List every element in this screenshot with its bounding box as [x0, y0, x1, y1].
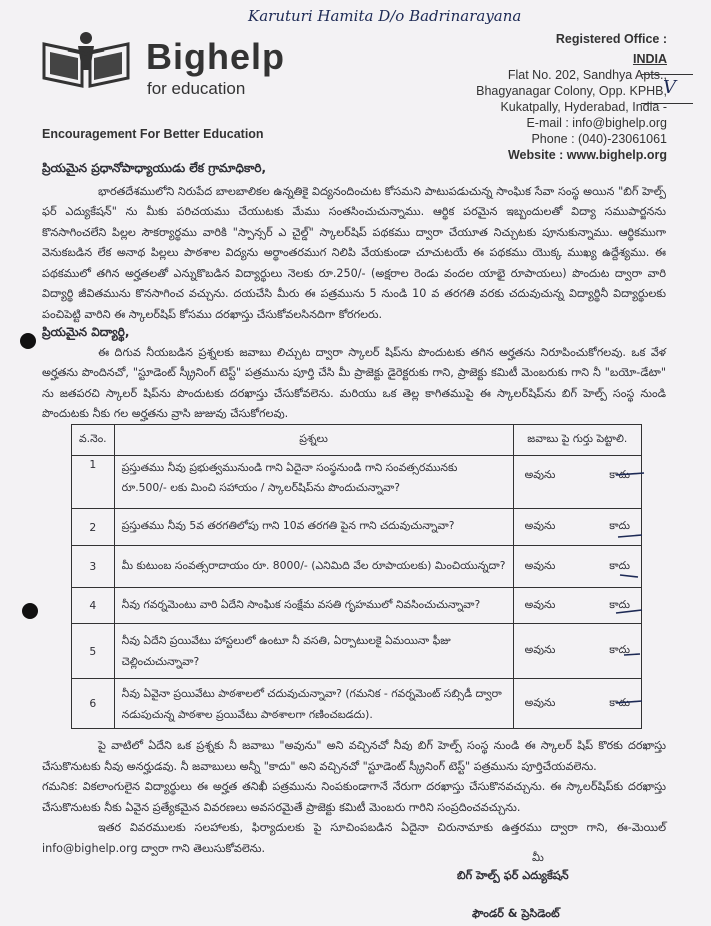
- yes-option[interactable]: అవును: [524, 643, 556, 656]
- letter-section-3: [42, 736, 666, 859]
- address-line: Flat No. 202, Sandhya Apts.,: [507, 68, 667, 82]
- brand-name: Bighelp: [146, 36, 285, 77]
- handwritten-name: Karuturi Hamita D/o Badrinarayana: [248, 7, 522, 25]
- punch-hole: [20, 333, 36, 349]
- table-row: [72, 509, 642, 546]
- disqualify-paragraph: పై వాటిలో ఏదేని ఒక ప్రశ్నకు నీ జవాబు "అవును" అని వచ్చినచో నీవు బిగ్ హెల్ప్ సంస్థ నుండి ఈ స్కాలర్ షిప్ కొరకు దరఖాస్తు చేసుకొనుటకు నీవు అనర్హుడవు. నీ జవాబులు అన్నీ "కాదు" అని వచ్చినచో "స్టూడెంట్ స్క్రీనింగ్ టెస్ట్" పత్రమును పూర్తిచేయవలెను.: [42, 739, 666, 773]
- bighelp-logo-icon: [42, 30, 130, 88]
- phone: Phone : (040)-23061061: [531, 132, 667, 146]
- punch-hole: [22, 603, 38, 619]
- signatory-title: ఫౌండర్ & ప్రెసిడెంట్: [472, 907, 560, 920]
- row-number: 5: [72, 624, 115, 679]
- no-option[interactable]: కాదు: [609, 468, 630, 481]
- student-paragraph: ఈ దిగువ నీయబడిన ప్రశ్నలకు జవాబు లిచ్చుట ద్వారా స్కాలర్ షిప్‌ను పొందుటకు తగిన అర్హతను నిరూపించుకోగలవు. ఒక వేళ అర్హతను పొందినచో, "స్టూడెంట్ స్క్రీనింగ్ టెస్ట్" పత్రమును పూర్తి చేసి మీ ప్రాజెక్టు డైరెక్టరుకు గాని, ప్రాజెక్టు కమిటీ మెంబరుకు గాని నీ "బయో-డేటా" ను జతపరచి స్కాలర్ షిప్‌ను పొందుటకు దరఖాస్తు చేసుకోవలెను. మరియు ఒక తెల్ల కాగితముపై ఈ స్కాలర్‌షిప్‌ను బిగ్ హెల్ప్ సంస్థ నుండి పొందుటకు నీకు గల అర్హతను వ్రాసి జుజువు చేసుకోగలవు.: [42, 345, 666, 420]
- eligibility-table: [71, 424, 642, 729]
- no-option[interactable]: కాదు: [609, 519, 630, 532]
- tagline: Encouragement For Better Education: [42, 127, 264, 141]
- brand-subtitle: for education: [147, 79, 246, 98]
- email: E-mail : info@bighelp.org: [526, 116, 667, 130]
- address-line: Bhagyanagar Colony, Opp. KPHB,: [476, 84, 667, 98]
- no-option[interactable]: కాదు: [609, 643, 630, 656]
- no-option[interactable]: కాదు: [609, 695, 630, 709]
- organization-name: బిగ్ హెల్ప్ ఫర్ ఎద్యుకేషన్: [457, 869, 569, 882]
- website: Website : www.bighelp.org: [507, 148, 667, 162]
- question-text: నీవు ఏదేని ప్రయివేటు హాస్టలులో ఉంటూ నీ వసతి, ఏర్పాటులకై ఏమయినా ఫీజు చెల్లించుచున్నావా?: [114, 624, 513, 679]
- row-number: 2: [72, 509, 115, 546]
- question-text: ప్రస్తుతము నీవు 5వ తరగతిలోపు గాని 10వ తరగతి పైన గాని చదువుచున్నావా?: [114, 509, 513, 546]
- col-header-number: వ.నెం.: [72, 425, 115, 456]
- letter-section-1: [42, 158, 666, 325]
- row-number: 3: [72, 546, 115, 588]
- yes-option[interactable]: అవును: [524, 519, 556, 532]
- question-text: నీవు గవర్నమెంటు వారి ఏదేని సాంఘిక సంక్షేమ వసతి గృహములో నివసించుచున్నావా?: [114, 588, 513, 624]
- question-text: మీ కుటుంబ సంవత్సరాదాయం రూ. 8000/- (ఎనిమిది వేల రూపాయలకు) మించియున్నదా?: [114, 546, 513, 588]
- address-line: Kukatpally, Hyderabad, India -: [500, 100, 667, 114]
- greeting-student: ప్రియమైన విద్యార్థి,: [42, 325, 130, 339]
- question-text: ప్రస్తుతము నీవు ప్రభుత్వమునుండి గాని ఏదైనా సంస్థనుండి గాని సంవత్సరమునకు రూ.500/- లకు మించి సహాయం / స్కాలర్‌షిప్‌ను పొందుచున్నావా?: [114, 456, 513, 509]
- handwritten-tick: V: [663, 77, 676, 98]
- question-text: నీవు ఏవైనా ప్రయివేటు పాఠశాలలో చదువుచున్నావా? (గమనిక - గవర్నమెంట్ సబ్సిడీ ద్వారా నడుపుచున్న పాఠశాల ప్రయివేటు పాఠశాలగా గణించబడదు).: [114, 679, 513, 729]
- col-header-answer: జవాబు పై గుర్తు పెట్టాలి.: [513, 425, 641, 456]
- tick-box: [641, 74, 693, 104]
- row-number: 4: [72, 588, 115, 624]
- table-row: [72, 588, 642, 624]
- intro-paragraph: భారతదేశములోని నిరుపేద బాలబాలికల ఉన్నతికై విద్యనందించుట కోసమని పాటుపడుచున్న సాంఘిక సేవా సంస్థ అయిన "బిగ్ హెల్ప్ ఫర్ ఎద్యుకేషన్" ను మీకు పరిచయము చేయుటకు మేము సంతసించుచున్నాము. ఆర్థిక పరమైన ఇబ్బందులతో విద్యా సముపార్జనను కొనసాగించలేని పిల్లల సౌకర్యార్థము వారికి "స్పాన్సర్ ఎ చైల్డ్" స్కాలర్‌షిప్ పథకము ద్వారా చేయూత నిచ్చుటకు పూనుకున్నాము. ఆర్థికముగా వెనుకబడిన లేక అనాథ పిల్లలు పాఠశాల విద్యను అర్థాంతరముగ నిలిపి వేయకుండా చూచుటయే ఈ పథకము యొక్క ముఖ్య ఉద్దేశ్యము. ఈ పథకములో తగిన అర్హతలతో ఎన్నుకొబడిన విద్యార్థులు నెలకు రూ.250/- (అక్షరాల రెండు వందల యాభై రూపాయలు) పొందుట ద్వారా వారి విద్యార్థి జీవితమును కొనసాగించ వచ్చును. దయచేసి మీరు ఈ పత్రమును 5 నుండి 10 వ తరగతి వరకు చదువుచున్న విద్యార్థినీ విద్యార్థులకు పంచిపెట్టి వారిని ఈ స్కాలర్‌షిప్ కోసము దరఖాస్తు చేసుకోవలసినదిగా కోరగలరు.: [42, 184, 666, 321]
- yes-option[interactable]: అవును: [524, 597, 556, 611]
- yes-option[interactable]: అవును: [524, 468, 556, 481]
- table-row: [72, 456, 642, 509]
- note-paragraph: గమనిక: వికలాంగులైన విద్యార్థులు ఈ అర్హత తనిఖీ పత్రమును నింపకుండాగానే నేరుగా దరఖాస్తు చేసుకొనవచ్చును. ఈ స్కాలర్‌షిప్‌కు దరఖాస్తు చేసుకొనుటకు నీకు ఏవైన ప్రత్యేకమైన వివరణలు అవసరమైతే ప్రాజెక్టు కమిటీ మెంబరు గారిని సంప్రదించవచ్చును.: [42, 780, 666, 814]
- row-number: 1: [72, 456, 115, 509]
- table-row: [72, 546, 642, 588]
- yes-option[interactable]: అవును: [524, 695, 556, 709]
- closing: మీ: [532, 851, 544, 864]
- no-option[interactable]: కాదు: [609, 558, 630, 572]
- yes-option[interactable]: అవును: [524, 558, 556, 572]
- row-number: 6: [72, 679, 115, 729]
- no-option[interactable]: కాదు: [609, 597, 630, 611]
- handwritten-marks: [612, 455, 648, 715]
- address-block: [476, 31, 667, 163]
- contact-paragraph: ఇతర వివరములకు సలహాలకు, ఫిర్యాదులకు పై సూచింపబడిన ఏదైనా చిరునామాకు ఉత్తరము ద్వారా గాని, ఈ-మెయిల్ info@bighelp.org ద్వారా గాని తెలుసుకోవలెను.: [42, 821, 666, 855]
- country: INDIA: [632, 52, 667, 66]
- table-row: [72, 624, 642, 679]
- table-header-row: [72, 425, 642, 456]
- col-header-questions: ప్రశ్నలు: [114, 425, 513, 456]
- registered-office-label: Registered Office :: [555, 32, 667, 46]
- letter-section-2: [42, 322, 666, 425]
- table-row: [72, 679, 642, 729]
- greeting-headmaster: ప్రియమైన ప్రధానోపాధ్యాయుడు లేక గ్రామాధికారి,: [42, 161, 267, 175]
